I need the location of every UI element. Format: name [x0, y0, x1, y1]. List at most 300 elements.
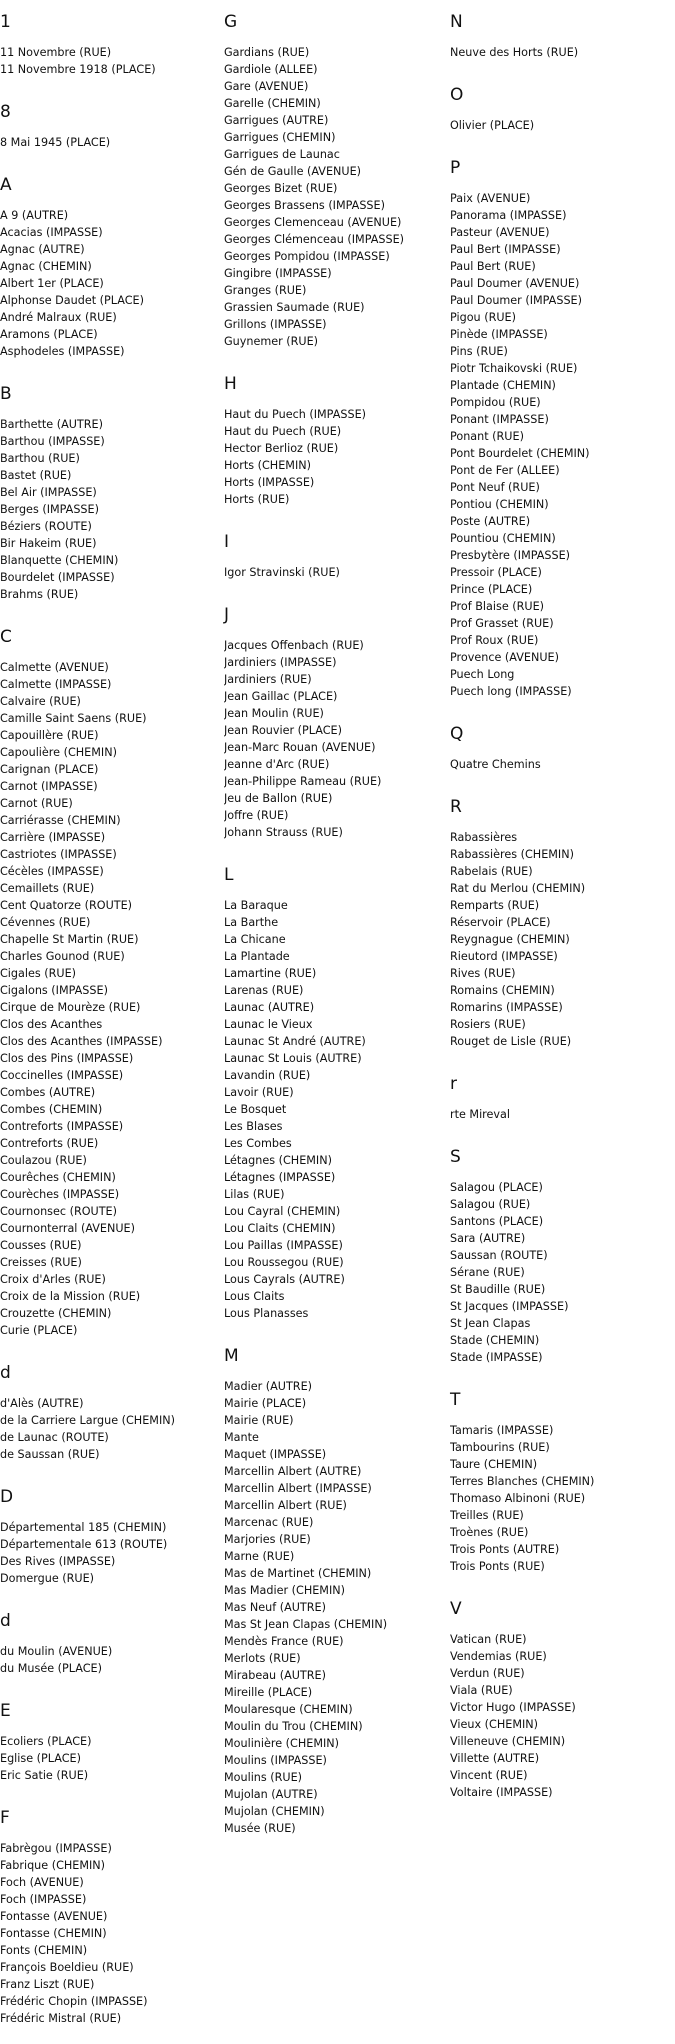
street-list-item[interactable]: La Chicane: [224, 933, 286, 946]
street-list-item[interactable]: Launac St Louis (AUTRE): [224, 1052, 362, 1065]
street-list-item[interactable]: Béziers (ROUTE): [0, 520, 92, 533]
section-letter-heading: B: [0, 384, 12, 404]
street-list-item[interactable]: Treilles (RUE): [450, 1509, 524, 1522]
street-list-item[interactable]: Mas St Jean Clapas (CHEMIN): [224, 1618, 388, 1631]
street-list-item[interactable]: de Saussan (RUE): [0, 1448, 100, 1461]
street-list-item[interactable]: Frédéric Chopin (IMPASSE): [0, 1995, 148, 2008]
street-list-item[interactable]: Calmette (AVENUE): [0, 661, 109, 674]
street-list: [0, 416, 224, 615]
street-list-item[interactable]: Domergue (RUE): [0, 1572, 95, 1585]
street-list-item[interactable]: Trois Ponts (RUE): [450, 1560, 545, 1573]
street-list-item[interactable]: Presbytère (IMPASSE): [450, 549, 571, 562]
street-list-item[interactable]: Sérane (RUE): [450, 1266, 525, 1279]
street-list: [224, 44, 450, 362]
street-list-item[interactable]: Asphodeles (IMPASSE): [0, 345, 125, 358]
street-list: [224, 564, 450, 593]
street-list-item[interactable]: Marjories (RUE): [224, 1533, 311, 1546]
street-list-item[interactable]: Cemaillets (RUE): [0, 882, 95, 895]
street-list-item[interactable]: Lous Planasses: [224, 1307, 309, 1320]
street-list: [450, 117, 675, 146]
street-list-item[interactable]: Chapelle St Martin (RUE): [0, 933, 139, 946]
street-list-item[interactable]: Croix de la Mission (RUE): [0, 1290, 141, 1303]
street-list-item[interactable]: Bel Air (IMPASSE): [0, 486, 97, 499]
street-list-item[interactable]: Garrigues de Launac: [224, 148, 340, 161]
street-list-item[interactable]: Plantade (CHEMIN): [450, 379, 556, 392]
street-list-item[interactable]: Barthou (IMPASSE): [0, 435, 105, 448]
section-letter-heading: F: [0, 1808, 10, 1828]
street-list-item[interactable]: Des Rives (IMPASSE): [0, 1555, 116, 1568]
section-letter-heading: 1: [0, 12, 11, 32]
street-list-item[interactable]: Coulazou (RUE): [0, 1154, 87, 1167]
street-list-item[interactable]: Lilas (RUE): [224, 1188, 285, 1201]
street-list-item[interactable]: Pont Bourdelet (CHEMIN): [450, 447, 590, 460]
street-list-item[interactable]: Rabelais (RUE): [450, 865, 533, 878]
street-list: [0, 1395, 224, 1475]
street-list-item[interactable]: Cécèles (IMPASSE): [0, 865, 104, 878]
street-list-item[interactable]: Taure (CHEMIN): [450, 1458, 538, 1471]
letter-section: [0, 12, 224, 90]
street-list-item[interactable]: Grassien Saumade (RUE): [224, 301, 365, 314]
street-list-item[interactable]: de la Carriere Largue (CHEMIN): [0, 1414, 175, 1427]
street-list-item[interactable]: Calmette (IMPASSE): [0, 678, 112, 691]
street-list-item[interactable]: Jean Moulin (RUE): [224, 707, 324, 720]
street-list-item[interactable]: Contreforts (RUE): [0, 1137, 99, 1150]
street-list-item[interactable]: Gingibre (IMPASSE): [224, 267, 332, 280]
street-list-item[interactable]: Lou Paillas (IMPASSE): [224, 1239, 343, 1252]
street-list-item[interactable]: Lavandin (RUE): [224, 1069, 311, 1082]
street-list: [224, 637, 450, 853]
street-list-item[interactable]: Moulin du Trou (CHEMIN): [224, 1720, 363, 1733]
street-list-item[interactable]: Létagnes (IMPASSE): [224, 1171, 336, 1184]
street-list-item[interactable]: Terres Blanches (CHEMIN): [450, 1475, 595, 1488]
street-list-item[interactable]: Pountiou (CHEMIN): [450, 532, 556, 545]
section-letter-heading: H: [224, 374, 237, 394]
street-list-item[interactable]: Carnot (IMPASSE): [0, 780, 98, 793]
letter-section: [450, 1599, 675, 1813]
street-list-item[interactable]: Troènes (RUE): [450, 1526, 529, 1539]
street-list-item[interactable]: Berges (IMPASSE): [0, 503, 99, 516]
street-list-item[interactable]: Bastet (RUE): [0, 469, 72, 482]
street-list-item[interactable]: Lamartine (RUE): [224, 967, 317, 980]
street-list-item[interactable]: Jeanne d'Arc (RUE): [224, 758, 330, 771]
street-list-item[interactable]: Horts (RUE): [224, 493, 290, 506]
street-list-item[interactable]: Castriotes (IMPASSE): [0, 848, 117, 861]
street-list-item[interactable]: Guynemer (RUE): [224, 335, 319, 348]
street-list-item[interactable]: Paix (AVENUE): [450, 192, 531, 205]
street-list-item[interactable]: Thomaso Albinoni (RUE): [450, 1492, 586, 1505]
street-list-item[interactable]: Verdun (RUE): [450, 1667, 525, 1680]
street-list-item[interactable]: Carriérasse (CHEMIN): [0, 814, 121, 827]
street-list-item[interactable]: Quatre Chemins: [450, 758, 541, 771]
street-list-item[interactable]: Salagou (PLACE): [450, 1181, 543, 1194]
street-list-item[interactable]: Stade (IMPASSE): [450, 1351, 543, 1364]
street-list-item[interactable]: Eglise (PLACE): [0, 1752, 81, 1765]
street-list-item[interactable]: Mujolan (CHEMIN): [224, 1805, 325, 1818]
street-list-item[interactable]: Mas Madier (CHEMIN): [224, 1584, 345, 1597]
letter-section: [224, 1346, 450, 1849]
street-list-item[interactable]: Moulins (IMPASSE): [224, 1754, 327, 1767]
street-list-item[interactable]: Prof Roux (RUE): [450, 634, 539, 647]
street-list-item[interactable]: Haut du Puech (RUE): [224, 425, 342, 438]
street-list-item[interactable]: Cigalons (IMPASSE): [0, 984, 108, 997]
street-list-item[interactable]: Jeu de Ballon (RUE): [224, 792, 333, 805]
street-list-item[interactable]: Jean-Marc Rouan (AVENUE): [224, 741, 376, 754]
street-list-item[interactable]: Provence (AVENUE): [450, 651, 559, 664]
street-list-item[interactable]: Brahms (RUE): [0, 588, 79, 601]
street-list-item[interactable]: Lous Cayrals (AUTRE): [224, 1273, 345, 1286]
street-list-item[interactable]: Lou Roussegou (RUE): [224, 1256, 344, 1269]
street-list-item[interactable]: St Jacques (IMPASSE): [450, 1300, 569, 1313]
street-list-item[interactable]: St Baudille (RUE): [450, 1283, 546, 1296]
street-list-item[interactable]: Neuve des Horts (RUE): [450, 46, 579, 59]
street-list-item[interactable]: Olivier (PLACE): [450, 119, 535, 132]
letter-section: [0, 627, 224, 1351]
street-list-item[interactable]: Ponant (RUE): [450, 430, 524, 443]
street-list-item[interactable]: Carnot (RUE): [0, 797, 73, 810]
street-list-item[interactable]: Haut du Puech (IMPASSE): [224, 408, 367, 421]
street-list-item[interactable]: Romarins (IMPASSE): [450, 1001, 563, 1014]
street-list-item[interactable]: Agnac (CHEMIN): [0, 260, 92, 273]
street-list: [224, 897, 450, 1334]
street-list-item[interactable]: Sara (AUTRE): [450, 1232, 526, 1245]
street-list-item[interactable]: Vincent (RUE): [450, 1769, 528, 1782]
street-list-item[interactable]: A 9 (AUTRE): [0, 209, 69, 222]
street-list-item[interactable]: Vatican (RUE): [450, 1633, 527, 1646]
street-list-item[interactable]: d'Alès (AUTRE): [0, 1397, 84, 1410]
street-list-item[interactable]: Courèches (IMPASSE): [0, 1188, 120, 1201]
street-list-item[interactable]: Rosiers (RUE): [450, 1018, 526, 1031]
street-list-item[interactable]: Curie (PLACE): [0, 1324, 78, 1337]
street-list-item[interactable]: Pinède (IMPASSE): [450, 328, 548, 341]
street-list-item[interactable]: Georges Brassens (IMPASSE): [224, 199, 385, 212]
street-list-item[interactable]: François Boeldieu (RUE): [0, 1961, 134, 1974]
street-list-item[interactable]: Barthou (RUE): [0, 452, 80, 465]
street-list-item[interactable]: Cévennes (RUE): [0, 916, 91, 929]
street-list-item[interactable]: Cournonterral (AVENUE): [0, 1222, 135, 1235]
street-list-item[interactable]: Marne (RUE): [224, 1550, 295, 1563]
street-list-item[interactable]: Marcenac (RUE): [224, 1516, 314, 1529]
street-list-item[interactable]: La Plantade: [224, 950, 290, 963]
street-list-item[interactable]: Hector Berlioz (RUE): [224, 442, 339, 455]
street-list-item[interactable]: Moulins (RUE): [224, 1771, 303, 1784]
street-list-item[interactable]: Franz Liszt (RUE): [0, 1978, 95, 1991]
street-list-item[interactable]: Paul Doumer (IMPASSE): [450, 294, 582, 307]
letter-section: [450, 1147, 675, 1378]
street-list-item[interactable]: Mirabeau (AUTRE): [224, 1669, 326, 1682]
street-list-item[interactable]: Cousses (RUE): [0, 1239, 82, 1252]
street-list-item[interactable]: Lou Cayral (CHEMIN): [224, 1205, 341, 1218]
street-list-item[interactable]: Fabrègou (IMPASSE): [0, 1842, 112, 1855]
street-list-item[interactable]: Musée (RUE): [224, 1822, 296, 1835]
street-list-item[interactable]: Puech long (IMPASSE): [450, 685, 572, 698]
letter-section: [0, 102, 224, 163]
street-list-item[interactable]: Georges Bizet (RUE): [224, 182, 338, 195]
street-list-item[interactable]: Rieutord (IMPASSE): [450, 950, 558, 963]
street-list-item[interactable]: Rives (RUE): [450, 967, 516, 980]
street-list-item[interactable]: Camille Saint Saens (RUE): [0, 712, 147, 725]
street-list-item[interactable]: Creisses (RUE): [0, 1256, 82, 1269]
section-letter-heading: d: [0, 1363, 11, 1383]
street-list-item[interactable]: Carignan (PLACE): [0, 763, 99, 776]
street-list-item[interactable]: Crouzette (CHEMIN): [0, 1307, 112, 1320]
letter-section: [0, 1808, 224, 2039]
street-list: [0, 207, 224, 372]
street-list-item[interactable]: Tambourins (RUE): [450, 1441, 550, 1454]
street-list-item[interactable]: La Baraque: [224, 899, 288, 912]
letter-section: [224, 12, 450, 362]
street-list-item[interactable]: Jean Gaillac (PLACE): [224, 690, 338, 703]
street-list-item[interactable]: Cigales (RUE): [0, 967, 77, 980]
section-letter-heading: S: [450, 1147, 461, 1167]
street-list-item[interactable]: Villeneuve (CHEMIN): [450, 1735, 566, 1748]
letter-section: [450, 1390, 675, 1587]
street-list-item[interactable]: Fabrique (CHEMIN): [0, 1859, 106, 1872]
street-list-item[interactable]: Charles Gounod (RUE): [0, 950, 125, 963]
street-list-item[interactable]: Piotr Tchaikovski (RUE): [450, 362, 578, 375]
street-list-item[interactable]: Clos des Pins (IMPASSE): [0, 1052, 134, 1065]
street-list: [450, 190, 675, 712]
street-list-item[interactable]: Remparts (RUE): [450, 899, 540, 912]
street-list-item[interactable]: Georges Clemenceau (AVENUE): [224, 216, 402, 229]
street-list-item[interactable]: St Jean Clapas: [450, 1317, 531, 1330]
street-list-item[interactable]: Prince (PLACE): [450, 583, 533, 596]
street-list-item[interactable]: Combes (AUTRE): [0, 1086, 96, 1099]
street-list-item[interactable]: Saussan (ROUTE): [450, 1249, 548, 1262]
street-list-item[interactable]: Mujolan (AUTRE): [224, 1788, 318, 1801]
street-list-item[interactable]: Reygnague (CHEMIN): [450, 933, 570, 946]
street-list-item[interactable]: André Malraux (RUE): [0, 311, 117, 324]
street-list-item[interactable]: Igor Stravinski (RUE): [224, 566, 340, 579]
street-list-item[interactable]: Gén de Gaulle (AVENUE): [224, 165, 362, 178]
street-list-item[interactable]: Jardiniers (RUE): [224, 673, 312, 686]
street-list-item[interactable]: Grillons (IMPASSE): [224, 318, 327, 331]
letter-section: [0, 1487, 224, 1599]
street-list-item[interactable]: Mireille (PLACE): [224, 1686, 313, 1699]
street-list-item[interactable]: Vieux (CHEMIN): [450, 1718, 539, 1731]
street-list-item[interactable]: Mairie (RUE): [224, 1414, 294, 1427]
letter-section: [450, 12, 675, 73]
street-list-item[interactable]: Bourdelet (IMPASSE): [0, 571, 115, 584]
street-list-item[interactable]: Pompidou (RUE): [450, 396, 541, 409]
street-list: [450, 1106, 675, 1135]
street-list-item[interactable]: Prof Grasset (RUE): [450, 617, 554, 630]
street-list-item[interactable]: Les Combes: [224, 1137, 292, 1150]
street-list-item[interactable]: Paul Bert (RUE): [450, 260, 536, 273]
street-list-item[interactable]: Pressoir (PLACE): [450, 566, 542, 579]
street-list-item[interactable]: Eric Satie (RUE): [0, 1769, 89, 1782]
street-list-item[interactable]: Fontasse (CHEMIN): [0, 1927, 107, 1940]
street-list-item[interactable]: Larenas (RUE): [224, 984, 304, 997]
street-list-item[interactable]: Horts (CHEMIN): [224, 459, 311, 472]
street-list-item[interactable]: de Launac (ROUTE): [0, 1431, 109, 1444]
street-list-item[interactable]: Mendès France (RUE): [224, 1635, 344, 1648]
street-list-item[interactable]: Ecoliers (PLACE): [0, 1735, 92, 1748]
street-list-item[interactable]: Lou Claits (CHEMIN): [224, 1222, 336, 1235]
street-list-item[interactable]: Victor Hugo (IMPASSE): [450, 1701, 576, 1714]
street-list-item[interactable]: Rabassières: [450, 831, 518, 844]
section-letter-heading: C: [0, 627, 12, 647]
letter-section: [0, 384, 224, 615]
street-list-item[interactable]: Rabassières (CHEMIN): [450, 848, 574, 861]
street-list-item[interactable]: Voltaire (IMPASSE): [450, 1786, 553, 1799]
street-list-item[interactable]: Marcellin Albert (IMPASSE): [224, 1482, 372, 1495]
street-list-item[interactable]: Paul Doumer (AVENUE): [450, 277, 580, 290]
street-list-item[interactable]: Maquet (IMPASSE): [224, 1448, 327, 1461]
street-list-item[interactable]: Viala (RUE): [450, 1684, 513, 1697]
street-list-item[interactable]: Jean Rouvier (PLACE): [224, 724, 342, 737]
street-list-item[interactable]: Merlots (RUE): [224, 1652, 301, 1665]
street-list-item[interactable]: Alphonse Daudet (PLACE): [0, 294, 144, 307]
street-list-item[interactable]: Foch (AVENUE): [0, 1876, 84, 1889]
street-list-item[interactable]: Pins (RUE): [450, 345, 508, 358]
street-list-item[interactable]: Aramons (PLACE): [0, 328, 98, 341]
street-list-item[interactable]: Villette (AUTRE): [450, 1752, 540, 1765]
street-list-item[interactable]: Carrière (IMPASSE): [0, 831, 106, 844]
street-list-item[interactable]: Launac St André (AUTRE): [224, 1035, 366, 1048]
street-list-item[interactable]: Pont Neuf (RUE): [450, 481, 540, 494]
street-list-item[interactable]: Ponant (IMPASSE): [450, 413, 549, 426]
section-letter-heading: M: [224, 1346, 239, 1366]
street-list-item[interactable]: Foch (IMPASSE): [0, 1893, 87, 1906]
street-list-item[interactable]: Les Blases: [224, 1120, 283, 1133]
street-list-item[interactable]: Calvaire (RUE): [0, 695, 81, 708]
street-list-item[interactable]: Capoulière (CHEMIN): [0, 746, 117, 759]
section-letter-heading: I: [224, 532, 230, 552]
street-list-item[interactable]: La Barthe: [224, 916, 279, 929]
street-list: [450, 829, 675, 1062]
street-list-item[interactable]: Cirque de Mourèze (RUE): [0, 1001, 141, 1014]
street-list-item[interactable]: Combes (CHEMIN): [0, 1103, 103, 1116]
street-list-item[interactable]: Vendemias (RUE): [450, 1650, 547, 1663]
street-list-item[interactable]: Panorama (IMPASSE): [450, 209, 567, 222]
street-list-item[interactable]: Granges (RUE): [224, 284, 307, 297]
street-list-item[interactable]: Santons (PLACE): [450, 1215, 544, 1228]
street-list-item[interactable]: Poste (AUTRE): [450, 515, 531, 528]
street-list-item[interactable]: Garrigues (AUTRE): [224, 114, 329, 127]
street-list-item[interactable]: Le Bosquet: [224, 1103, 287, 1116]
street-list-item[interactable]: 11 Novembre (RUE): [0, 46, 112, 59]
street-list-item[interactable]: Horts (IMPASSE): [224, 476, 315, 489]
street-list-item[interactable]: Prof Blaise (RUE): [450, 600, 545, 613]
street-list-item[interactable]: Garrigues (CHEMIN): [224, 131, 336, 144]
street-list: [450, 756, 675, 785]
street-list-item[interactable]: Gare (AVENUE): [224, 80, 309, 93]
letter-section: [224, 865, 450, 1334]
street-list: [0, 1840, 224, 2039]
street-list-item[interactable]: Réservoir (PLACE): [450, 916, 551, 929]
street-list-item[interactable]: Départemental 185 (CHEMIN): [0, 1521, 167, 1534]
street-list-item[interactable]: Barthette (AUTRE): [0, 418, 103, 431]
street-list-item[interactable]: Salagou (RUE): [450, 1198, 531, 1211]
street-list-item[interactable]: Bir Hakeim (RUE): [0, 537, 97, 550]
street-list-item[interactable]: Albert 1er (PLACE): [0, 277, 104, 290]
street-list-item[interactable]: Pont de Fer (ALLEE): [450, 464, 560, 477]
street-list-item[interactable]: Romains (CHEMIN): [450, 984, 555, 997]
section-letter-heading: A: [0, 175, 12, 195]
street-list-item[interactable]: Capouillère (RUE): [0, 729, 99, 742]
street-list-item[interactable]: Trois Ponts (AUTRE): [450, 1543, 560, 1556]
street-list-item[interactable]: Lous Claits: [224, 1290, 285, 1303]
section-letter-heading: D: [0, 1487, 14, 1507]
street-list-item[interactable]: Cent Quatorze (ROUTE): [0, 899, 133, 912]
street-list-item[interactable]: 11 Novembre 1918 (PLACE): [0, 63, 156, 76]
street-list-item[interactable]: Fonts (CHEMIN): [0, 1944, 88, 1957]
street-list-item[interactable]: Croix d'Arles (RUE): [0, 1273, 106, 1286]
section-letter-heading: O: [450, 85, 464, 105]
street-list-item[interactable]: Cournonsec (ROUTE): [0, 1205, 117, 1218]
street-list-item[interactable]: Gardiole (ALLEE): [224, 63, 318, 76]
street-list-item[interactable]: Jacques Offenbach (RUE): [224, 639, 364, 652]
street-list: [450, 1179, 675, 1378]
street-list-item[interactable]: Tamaris (IMPASSE): [450, 1424, 554, 1437]
street-list-item[interactable]: Frédéric Mistral (RUE): [0, 2012, 122, 2025]
street-list-item[interactable]: Rat du Merlou (CHEMIN): [450, 882, 586, 895]
street-list-item[interactable]: Mairie (PLACE): [224, 1397, 307, 1410]
street-list-item[interactable]: Mas Neuf (AUTRE): [224, 1601, 326, 1614]
street-list: [450, 1631, 675, 1813]
street-list-item[interactable]: Départementale 613 (ROUTE): [0, 1538, 168, 1551]
street-list-item[interactable]: Moularesque (CHEMIN): [224, 1703, 353, 1716]
letter-section: [0, 1363, 224, 1475]
street-list-item[interactable]: Jardiniers (IMPASSE): [224, 656, 337, 669]
street-list-item[interactable]: Launac le Vieux: [224, 1018, 313, 1031]
street-list-item[interactable]: Gardians (RUE): [224, 46, 310, 59]
street-list-item[interactable]: Georges Clémenceau (IMPASSE): [224, 233, 405, 246]
street-list-item[interactable]: Paul Bert (IMPASSE): [450, 243, 561, 256]
street-list-item[interactable]: Clos des Acanthes (IMPASSE): [0, 1035, 163, 1048]
street-list-item[interactable]: Johann Strauss (RUE): [224, 826, 343, 839]
street-list-item[interactable]: 8 Mai 1945 (PLACE): [0, 136, 111, 149]
street-list-item[interactable]: Marcellin Albert (AUTRE): [224, 1465, 362, 1478]
street-list-item[interactable]: Clos des Acanthes: [0, 1018, 103, 1031]
street-list-item[interactable]: Mante: [224, 1431, 259, 1444]
letter-section: [450, 797, 675, 1062]
street-list-item[interactable]: Pasteur (AVENUE): [450, 226, 550, 239]
street-list-item[interactable]: Agnac (AUTRE): [0, 243, 85, 256]
street-list-item[interactable]: Puech Long: [450, 668, 515, 681]
street-list-item[interactable]: Marcellin Albert (RUE): [224, 1499, 347, 1512]
street-list-item[interactable]: Lavoir (RUE): [224, 1086, 294, 1099]
street-list-item[interactable]: Létagnes (CHEMIN): [224, 1154, 332, 1167]
street-list-item[interactable]: Blanquette (CHEMIN): [0, 554, 119, 567]
street-list-item[interactable]: Moulinière (CHEMIN): [224, 1737, 340, 1750]
street-list-item[interactable]: rte Mireval: [450, 1108, 511, 1121]
street-list-item[interactable]: Launac (AUTRE): [224, 1001, 315, 1014]
street-list-item[interactable]: Jean-Philippe Rameau (RUE): [224, 775, 382, 788]
street-list-item[interactable]: Joffre (RUE): [224, 809, 289, 822]
street-list-item[interactable]: Stade (CHEMIN): [450, 1334, 540, 1347]
street-list-item[interactable]: Coccinelles (IMPASSE): [0, 1069, 124, 1082]
street-list-item[interactable]: Courêches (CHEMIN): [0, 1171, 116, 1184]
street-list-item[interactable]: Pontiou (CHEMIN): [450, 498, 549, 511]
street-list-item[interactable]: du Moulin (AVENUE): [0, 1645, 113, 1658]
letter-section: [224, 605, 450, 853]
street-list-item[interactable]: Garelle (CHEMIN): [224, 97, 321, 110]
section-letter-heading: T: [450, 1390, 461, 1410]
street-list-item[interactable]: Madier (AUTRE): [224, 1380, 313, 1393]
letter-section: [450, 724, 675, 785]
street-list-item[interactable]: Georges Pompidou (IMPASSE): [224, 250, 390, 263]
street-list-item[interactable]: Pigou (RUE): [450, 311, 516, 324]
street-list-item[interactable]: Mas de Martinet (CHEMIN): [224, 1567, 372, 1580]
section-letter-heading: G: [224, 12, 238, 32]
street-list-item[interactable]: Contreforts (IMPASSE): [0, 1120, 124, 1133]
street-list: [450, 44, 675, 73]
street-list-item[interactable]: Rouget de Lisle (RUE): [450, 1035, 572, 1048]
street-list-item[interactable]: Acacias (IMPASSE): [0, 226, 103, 239]
street-list-item[interactable]: du Musée (PLACE): [0, 1662, 102, 1675]
street-list-item[interactable]: Fontasse (AVENUE): [0, 1910, 108, 1923]
